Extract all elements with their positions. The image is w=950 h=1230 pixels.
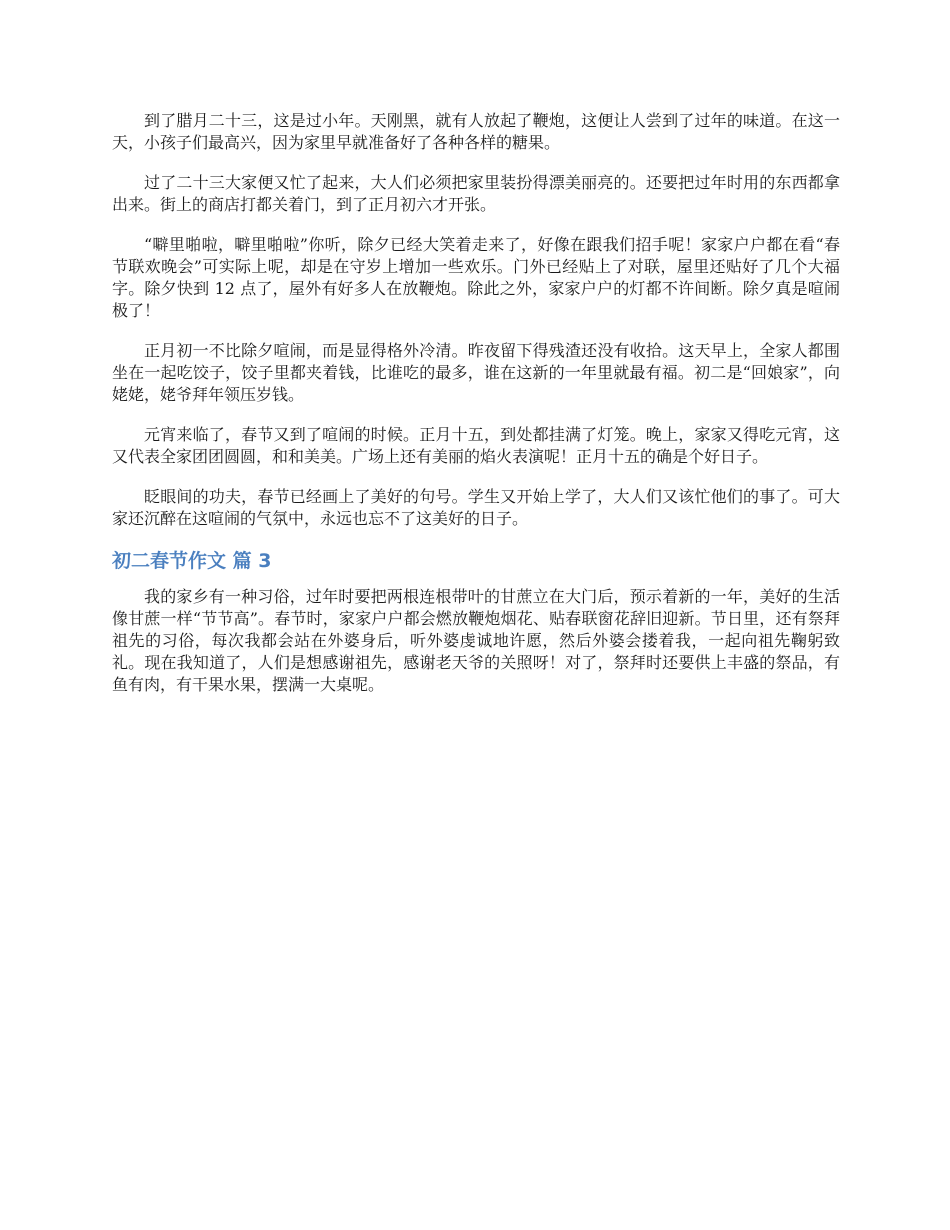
paragraph-ending: 眨眼间的功夫，春节已经画上了美好的句号。学生又开始上学了，大人们又该忙他们的事了。可大家还沉醉在这喧闹的气氛中，永远也忘不了这美好的日子。 xyxy=(112,487,840,528)
paragraph-xiaonian: 到了腊月二十三，这是过小年。天刚黑，就有人放起了鞭炮，这便让人尝到了过年的味道。在这一天，小孩子们最高兴，因为家里早就准备好了各种各样的糖果。 xyxy=(112,111,840,152)
paragraph-chuyi: 正月初一不比除夕喧闹，而是显得格外冷清。昨夜留下得残渣还没有收拾。这天早上，全家人都围坐在一起吃饺子，饺子里都夹着钱，比谁吃的最多，谁在这新的一年里就最有福。初二是“回娘家”，向姥姥，姥爷拜年领压岁钱。 xyxy=(112,341,840,404)
paragraph-hometown-custom: 我的家乡有一种习俗，过年时要把两根连根带叶的甘蔗立在大门后，预示着新的一年，美好的生活像甘蔗一样“节节高”。春节时，家家户户都会燃放鞭炮烟花、贴春联窗花辞旧迎新。节日里，还有祭拜祖先的习俗，每次我都会站在外婆身后，听外婆虔诚地许愿，然后外婆会搂着我，一起向祖先鞠躬致礼。现在我知道了，人们是想感谢祖先，感谢老天爷的关照呀！对了，祭拜时还要供上丰盛的祭品，有鱼有肉，有干果水果，摆满一大桌呢。 xyxy=(112,587,840,694)
paragraph-chuxi: “噼里啪啦，噼里啪啦”你听，除夕已经大笑着走来了，好像在跟我们招手呢！家家户户都在看“春节联欢晚会”可实际上呢，却是在守岁上增加一些欢乐。门外已经贴上了对联，屋里还贴好了几个大福字。除夕快到 12 点了，屋外有好多人在放鞭炮。除此之外，家家户户的灯都不许间断。除夕真是喧闹极了！ xyxy=(112,235,840,320)
paragraph-yuanxiao: 元宵来临了，春节又到了喧闹的时候。正月十五，到处都挂满了灯笼。晚上，家家又得吃元宵，这又代表全家团团圆圆，和和美美。广场上还有美丽的焰火表演呢！正月十五的确是个好日子。 xyxy=(112,425,840,466)
document-page xyxy=(112,110,840,714)
section-heading: 初二春节作文 篇 3 xyxy=(112,550,272,572)
paragraph-preparation: 过了二十三大家便又忙了起来，大人们必须把家里装扮得漂美丽亮的。还要把过年时用的东西都拿出来。街上的商店打都关着门，到了正月初六才开张。 xyxy=(112,173,840,214)
